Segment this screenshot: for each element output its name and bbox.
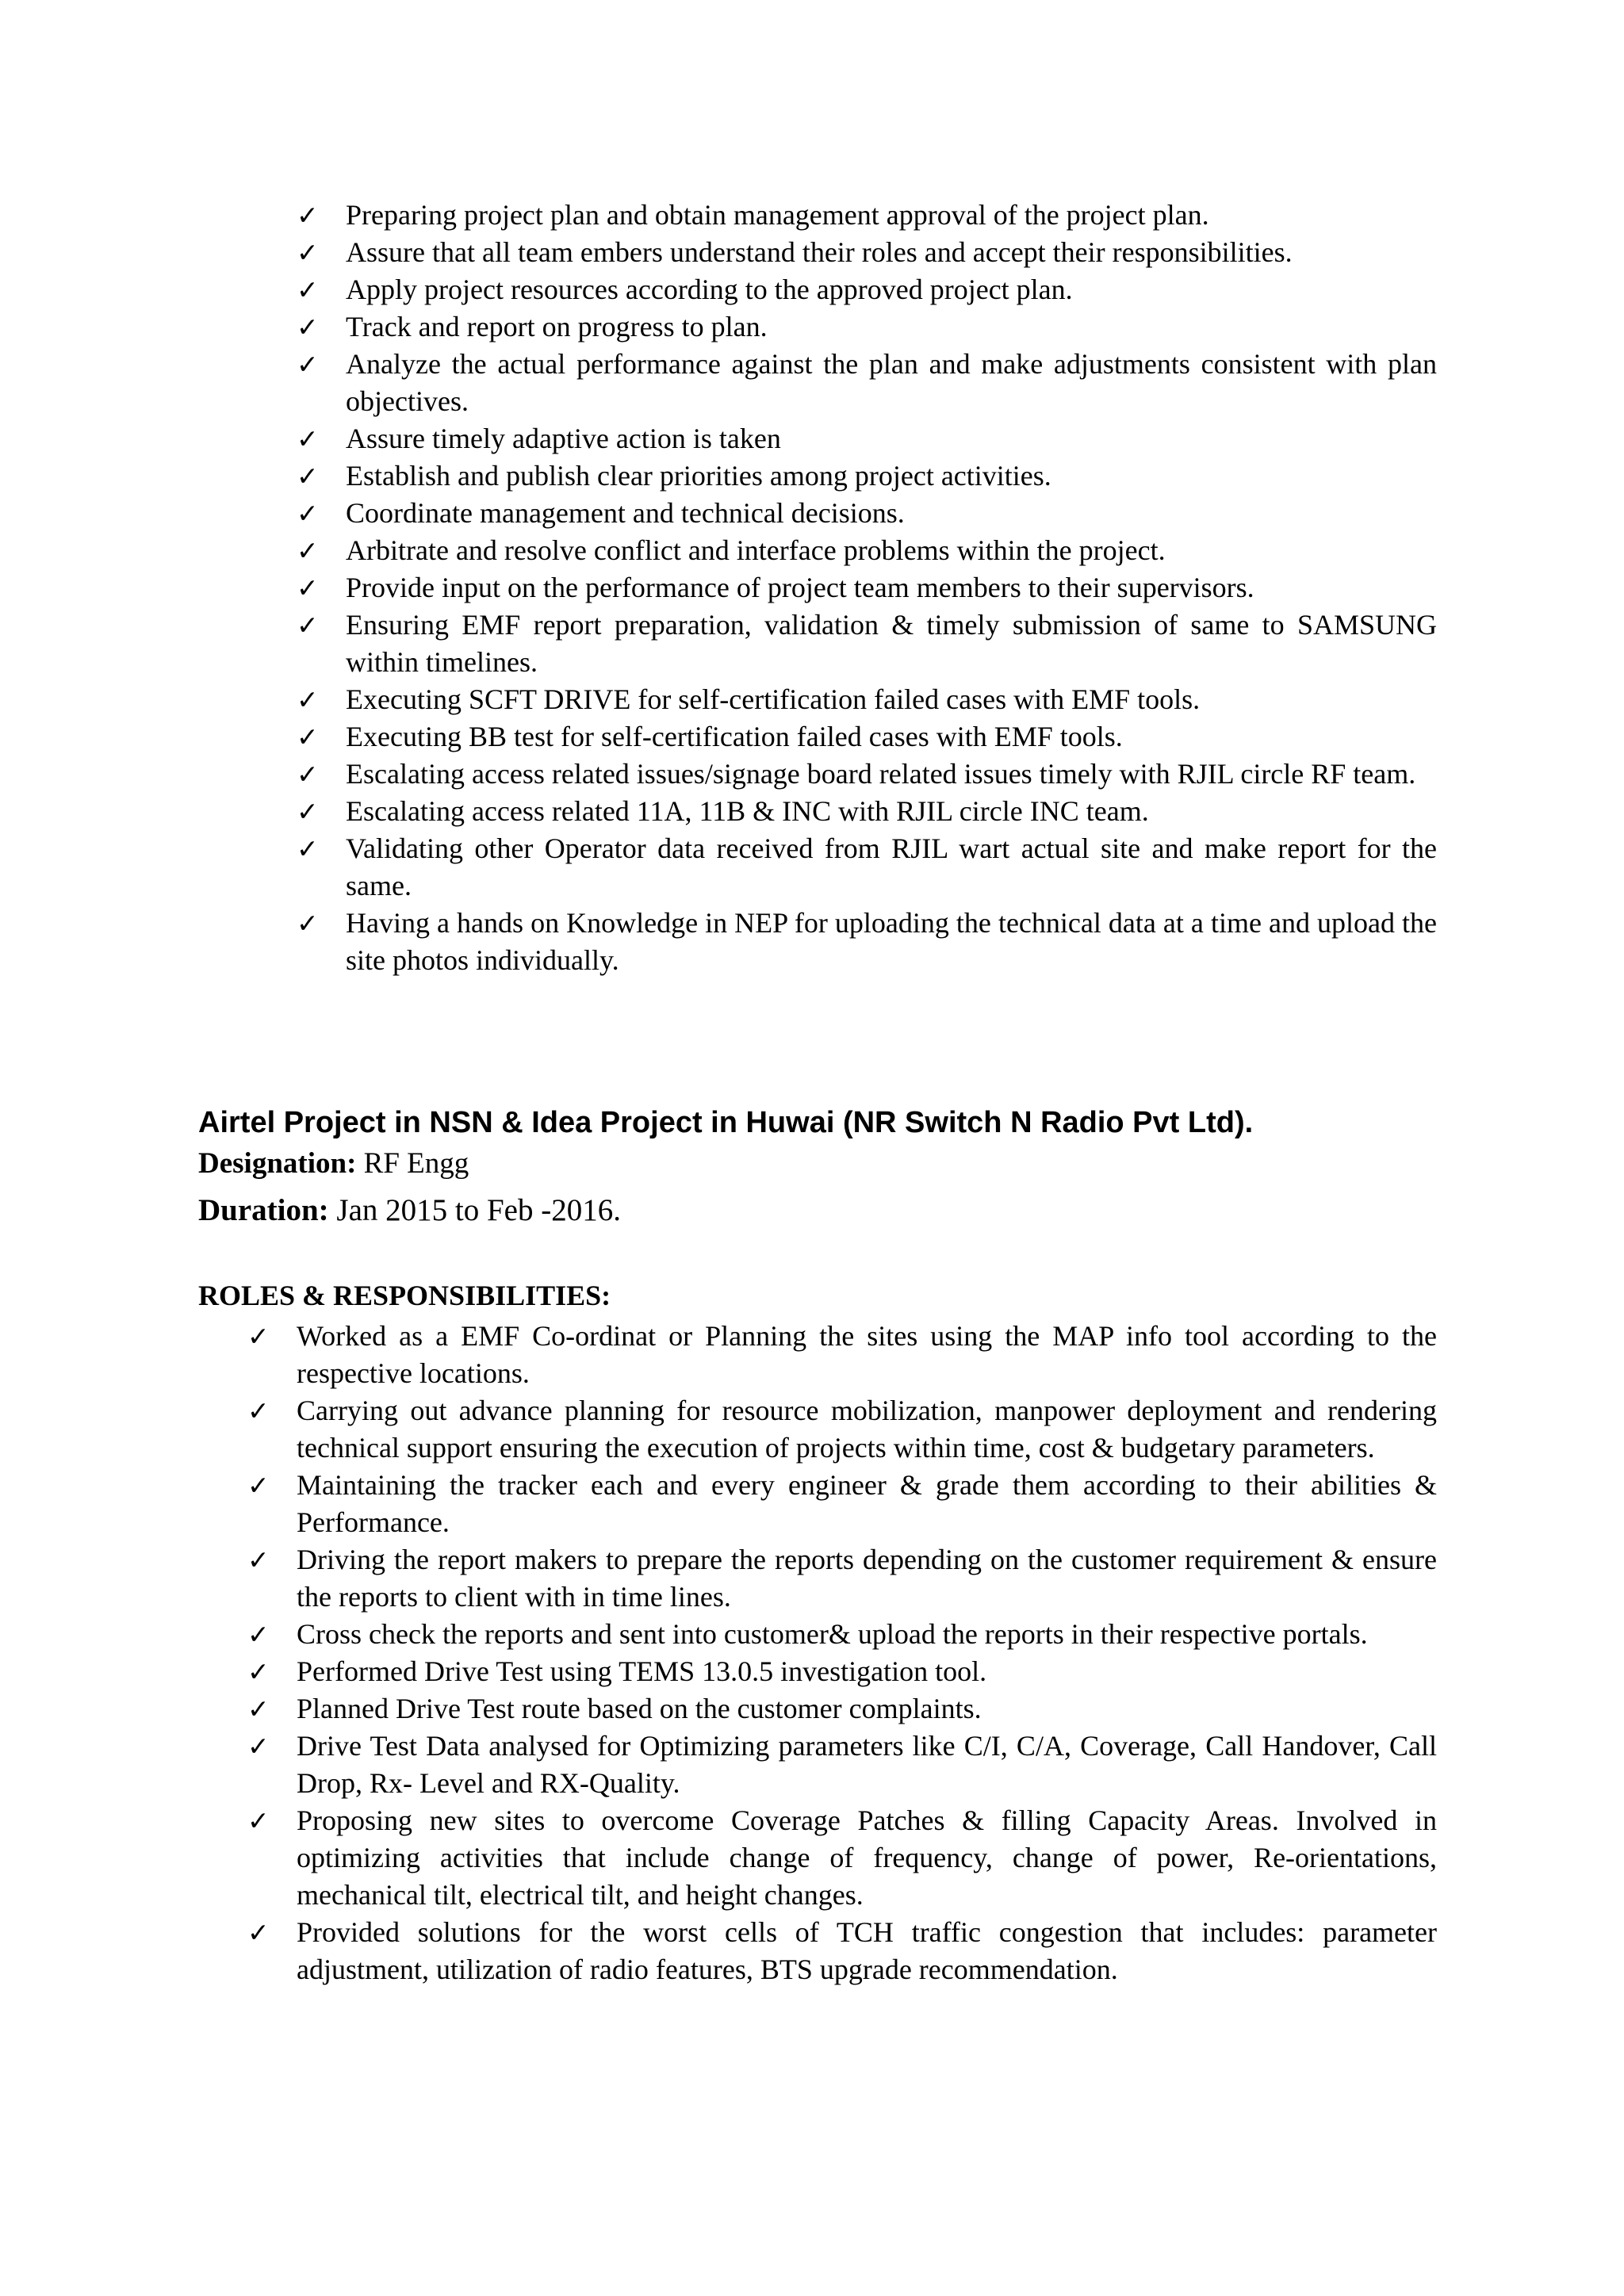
list-item-text: Escalating access related issues/signage board related issues timely with RJIL circle RF team.: [346, 758, 1416, 790]
list-item-text: Apply project resources according to the approved project plan.: [346, 274, 1073, 305]
responsibilities-list-2: [247, 1318, 1437, 1988]
list-item: [297, 420, 1437, 457]
check-icon: ✓: [297, 349, 319, 380]
roles-section-title: ROLES & RESPONSIBILITIES:: [198, 1280, 611, 1311]
check-icon: ✓: [297, 796, 319, 827]
check-icon: ✓: [297, 908, 319, 939]
check-icon: ✓: [297, 721, 319, 752]
list-item: [297, 495, 1437, 532]
list-item-text: Provided solutions for the worst cells of TCH traffic congestion that includes: parameter adjustment, utilization of radio features, BTS upgrade recommendation.: [297, 1916, 1437, 1985]
designation-line: [198, 1145, 469, 1183]
list-item: [297, 457, 1437, 495]
check-icon: ✓: [297, 833, 319, 864]
list-item: [247, 1690, 1437, 1728]
list-item-text: Ensuring EMF report preparation, validation & timely submission of same to SAMSUNG within timelines.: [346, 609, 1437, 678]
list-item: [247, 1541, 1437, 1616]
list-item-text: Performed Drive Test using TEMS 13.0.5 investigation tool.: [297, 1655, 987, 1687]
list-item-text: Establish and publish clear priorities among project activities.: [346, 460, 1051, 492]
list-item-text: Coordinate management and technical decisions.: [346, 497, 905, 529]
list-item: [297, 905, 1437, 979]
list-item: [247, 1616, 1437, 1653]
list-item-text: Arbitrate and resolve conflict and interface problems within the project.: [346, 534, 1166, 566]
list-item: [297, 756, 1437, 793]
list-item: [297, 197, 1437, 234]
list-item: [247, 1318, 1437, 1392]
check-icon: ✓: [297, 759, 319, 790]
check-icon: ✓: [297, 610, 319, 641]
list-item: [247, 1728, 1437, 1802]
list-item: [247, 1802, 1437, 1914]
list-item-text: Assure that all team embers understand their roles and accept their responsibilities.: [346, 236, 1293, 268]
list-item-text: Driving the report makers to prepare the reports depending on the customer requirement & ensure the reports to client with in time lines.: [297, 1544, 1437, 1613]
check-icon: ✓: [247, 1619, 270, 1650]
duration-label: Duration:: [198, 1193, 329, 1227]
check-icon: ✓: [247, 1693, 270, 1724]
list-item: [297, 718, 1437, 756]
check-icon: ✓: [247, 1805, 270, 1836]
list-item-text: Maintaining the tracker each and every engineer & grade them according to their abilities & Performance.: [297, 1469, 1437, 1538]
check-icon: ✓: [247, 1656, 270, 1687]
list-item-text: Preparing project plan and obtain management approval of the project plan.: [346, 199, 1209, 231]
list-item: [297, 271, 1437, 308]
list-item-text: Cross check the reports and sent into customer& upload the reports in their respective portals.: [297, 1618, 1368, 1650]
list-item: [297, 681, 1437, 718]
list-item-text: Escalating access related 11A, 11B & INC with RJIL circle INC team.: [346, 795, 1149, 827]
list-item: [297, 569, 1437, 607]
list-item-text: Analyze the actual performance against the plan and make adjustments consistent with plan objectives.: [346, 348, 1437, 417]
check-icon: ✓: [297, 535, 319, 566]
list-item-text: Executing SCFT DRIVE for self-certification failed cases with EMF tools.: [346, 683, 1201, 715]
check-icon: ✓: [297, 572, 319, 603]
check-icon: ✓: [297, 423, 319, 454]
list-item: [247, 1392, 1437, 1467]
list-item-text: Executing BB test for self-certification failed cases with EMF tools.: [346, 721, 1123, 752]
list-item-text: Planned Drive Test route based on the customer complaints.: [297, 1693, 982, 1724]
list-item: [297, 234, 1437, 271]
check-icon: ✓: [297, 274, 319, 305]
list-item: [297, 793, 1437, 830]
check-icon: ✓: [247, 1731, 270, 1762]
duration-line: [198, 1192, 621, 1230]
list-item-text: Worked as a EMF Co-ordinat or Planning the sites using the MAP info tool according to the respective locations.: [297, 1320, 1437, 1389]
list-item: [297, 532, 1437, 569]
project-heading: Airtel Project in NSN & Idea Project in Huwai (NR Switch N Radio Pvt Ltd).: [198, 1106, 1254, 1139]
list-item-text: Validating other Operator data received from RJIL wart actual site and make report for the same.: [346, 832, 1437, 901]
check-icon: ✓: [297, 461, 319, 492]
responsibilities-list-1: [297, 197, 1437, 979]
check-icon: ✓: [297, 200, 319, 231]
check-icon: ✓: [247, 1917, 270, 1948]
check-icon: ✓: [247, 1470, 270, 1501]
designation-value: RF Engg: [363, 1147, 469, 1180]
list-item-text: Carrying out advance planning for resource mobilization, manpower deployment and rendering technical support ensuring the execution of projects within time, cost & budgetary parameters.: [297, 1395, 1437, 1464]
list-item-text: Drive Test Data analysed for Optimizing parameters like C/I, C/A, Coverage, Call Handover, Call Drop, Rx- Level and RX-Quality.: [297, 1730, 1437, 1799]
check-icon: ✓: [247, 1395, 270, 1426]
check-icon: ✓: [297, 312, 319, 342]
check-icon: ✓: [247, 1321, 270, 1352]
duration-value: Jan 2015 to Feb -2016.: [336, 1193, 621, 1227]
check-icon: ✓: [297, 237, 319, 268]
list-item-text: Provide input on the performance of project team members to their supervisors.: [346, 572, 1254, 603]
list-item: [247, 1653, 1437, 1690]
check-icon: ✓: [297, 684, 319, 715]
list-item-text: Having a hands on Knowledge in NEP for uploading the technical data at a time and upload the site photos individually.: [346, 907, 1437, 976]
list-item: [247, 1914, 1437, 1988]
list-item: [247, 1467, 1437, 1541]
list-item: [297, 830, 1437, 905]
designation-label: Designation:: [198, 1147, 357, 1180]
check-icon: ✓: [247, 1544, 270, 1575]
list-item: [297, 607, 1437, 681]
list-item-text: Proposing new sites to overcome Coverage Patches & filling Capacity Areas. Involved in optimizing activities that include change of frequency, change of power, Re-orientations, mechanical tilt, electrical tilt, and height changes.: [297, 1804, 1437, 1911]
check-icon: ✓: [297, 498, 319, 529]
list-item-text: Track and report on progress to plan.: [346, 311, 768, 342]
list-item: [297, 308, 1437, 346]
list-item: [297, 346, 1437, 420]
list-item-text: Assure timely adaptive action is taken: [346, 423, 781, 454]
